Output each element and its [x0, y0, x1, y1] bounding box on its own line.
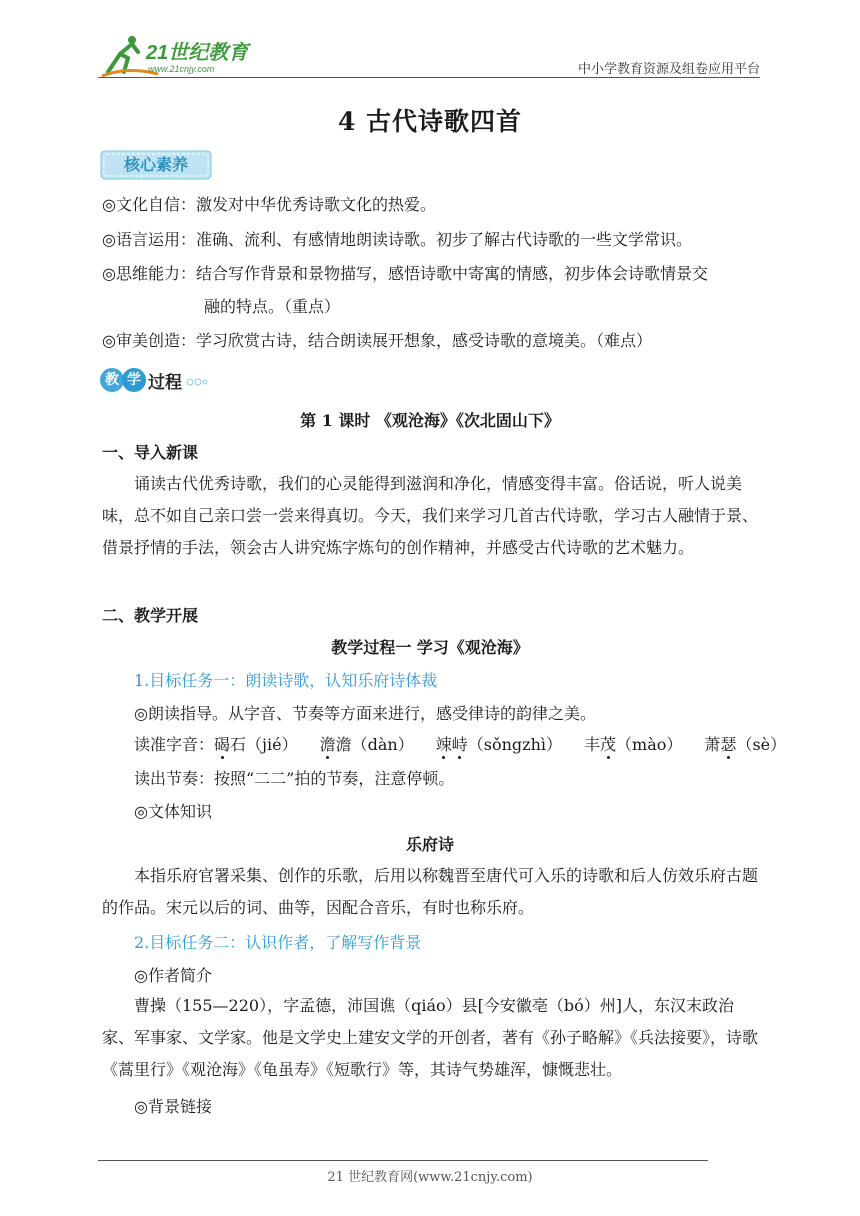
- site-logo: [98, 32, 258, 82]
- logo-text: 21世纪教育: [146, 42, 249, 64]
- process-one-title: 教学过程一 学习《观沧海》: [331, 638, 529, 657]
- genre-paragraph: 本指乐府官署采集、创作的乐歌，后用以称魏晋至唐代可入乐的诗歌和后人仿效乐府古题的作品。宋元以后的词、曲等，因配合音乐，有时也称乐府。: [102, 866, 759, 917]
- genre-label: ◎文体知识: [134, 802, 212, 821]
- page-title: 4 古代诗歌四首: [337, 107, 523, 136]
- task2-heading: 2.目标任务二：认识作者，了解写作背景: [134, 933, 422, 952]
- core-item-culture: ◎文化自信：激发对中华优秀诗歌文化的热爱。: [102, 195, 436, 214]
- footer-text: 21 世纪教育网(www.21cnjy.com): [327, 1170, 533, 1185]
- decor-swirl-icon: [184, 373, 208, 387]
- author-label: ◎作者简介: [134, 966, 212, 985]
- lesson-title: 第 1 课时 《观沧海》《次北固山下》: [300, 411, 560, 430]
- process-badge-char1: 教: [100, 368, 124, 392]
- section2-heading: 二、教学开展: [102, 606, 199, 625]
- core-badge: 核心素养: [123, 155, 188, 174]
- section1-paragraph: 诵读古代优秀诗歌，我们的心灵能得到滋润和净化，情感变得丰富。俗话说，听人说美味，总不如自己亲口尝一尝来得真切。今天，我们来学习几首古代诗歌，学习古人融情于景、借景抒情的手法，领会古人讲究炼字炼句的创作精神，并感受古代诗歌的艺术魅力。: [102, 474, 759, 557]
- process-badge-text: 过程: [148, 372, 182, 393]
- rhythm-guide: 读出节奏：按照“二二”拍的节奏，注意停顿。: [134, 769, 455, 788]
- word-songzhi: 竦峙（sǒngzhì）: [435, 735, 563, 754]
- word-jieshi: 碣石（jié）: [214, 735, 298, 754]
- core-item-language: ◎语言运用：准确、流利、有感情地朗读诗歌。初步了解古代诗歌的一些文学常识。: [102, 230, 692, 249]
- word-xiaose: 萧瑟（sè）: [704, 735, 787, 754]
- runner-icon: [108, 44, 138, 72]
- core-item-thinking-cont: 融的特点。（重点）: [204, 297, 341, 316]
- task1-heading: 1.目标任务一：朗读诗歌，认知乐府诗体裁: [134, 671, 438, 690]
- logo-url: www.21cnjy.com: [148, 64, 215, 74]
- process-badge: [100, 366, 208, 394]
- word-dandan: 澹澹（dàn）: [319, 735, 414, 754]
- word-fengmao: 丰茂（mào）: [584, 735, 683, 754]
- genre-title: 乐府诗: [405, 835, 454, 854]
- core-item-aesthetic: ◎审美创造：学习欣赏古诗，结合朗读展开想象，感受诗歌的意境美。（难点）: [102, 331, 652, 350]
- pronunciation-row: [134, 735, 786, 755]
- background-label: ◎背景链接: [134, 1097, 212, 1116]
- pronunciation-label: 读准字音：: [134, 735, 215, 754]
- core-item-thinking: ◎思维能力：结合写作背景和景物描写，感悟诗歌中寄寓的情感，初步体会诗歌情景交: [102, 264, 708, 283]
- section1-heading: 一、导入新课: [102, 443, 199, 462]
- platform-text: 中小学教育资源及组卷应用平台: [577, 62, 760, 77]
- reading-guide: ◎朗读指导。从字音、节奏等方面来进行，感受律诗的韵律之美。: [134, 704, 596, 723]
- footer-divider: [98, 1160, 708, 1161]
- process-badge-char2: 学: [122, 368, 146, 392]
- author-paragraph: 曹操（155—220），字孟德，沛国谯（qiáo）县[今安徽亳（bó）州]人，东汉末政治家、军事家、文学家。他是文学史上建安文学的开创者，著有《孙子略解》《兵法接要》，诗歌《蒿里行》《观沧海》《龟虽寿》《短歌行》等，其诗气势雄浑，慷慨悲壮。: [102, 996, 759, 1079]
- header-divider: [98, 77, 760, 78]
